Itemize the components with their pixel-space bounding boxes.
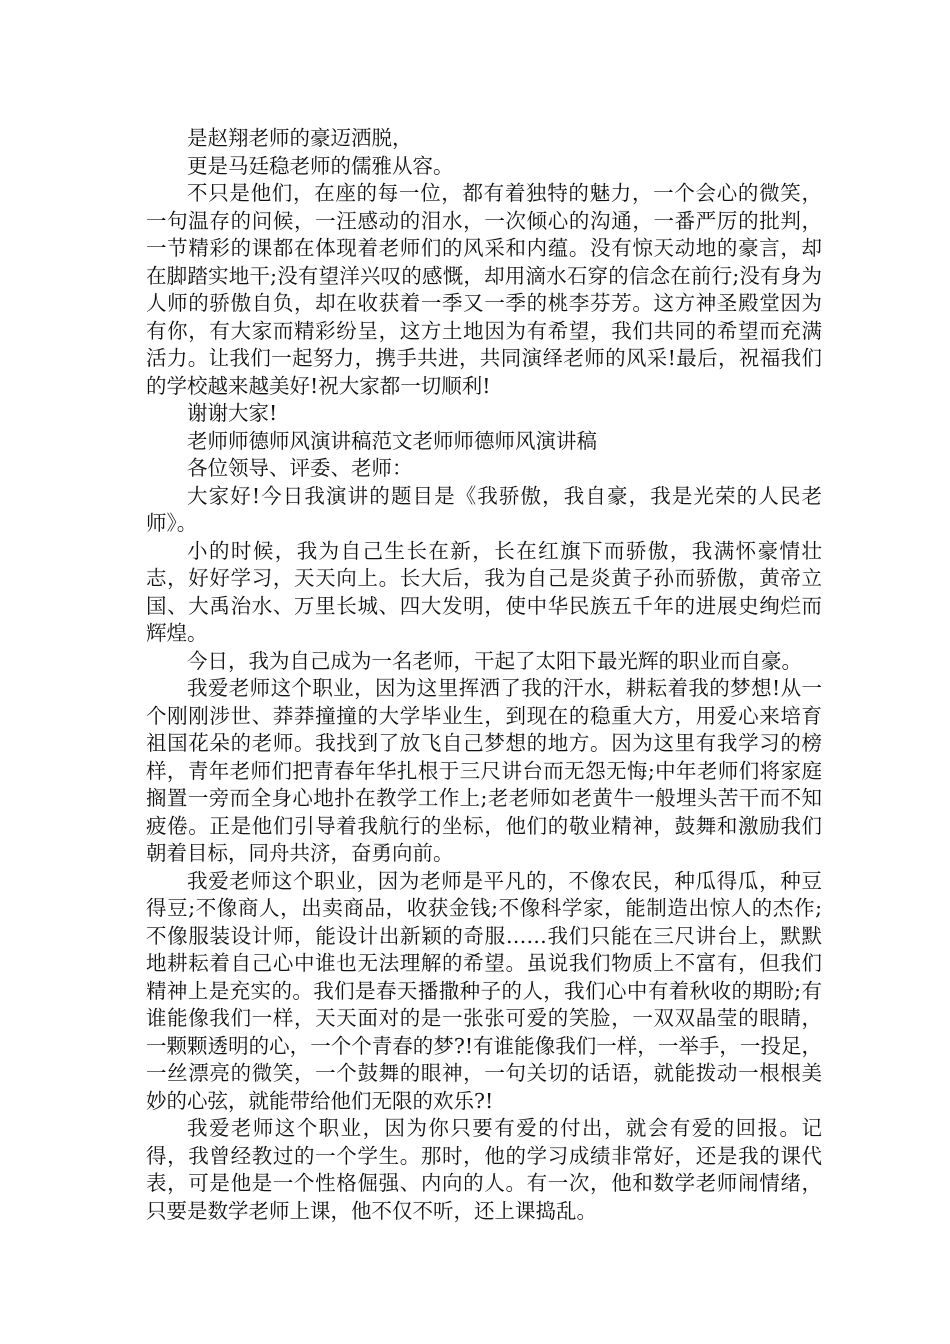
paragraph-salutation: 各位领导、评委、老师： (187, 456, 413, 480)
paragraph: 谢谢大家! (187, 401, 278, 425)
paragraph: 更是马廷稳老师的儒雅从容。 (187, 153, 454, 178)
paragraph: 我爱老师这个职业，因为这里挥洒了我的汗水，耕耘着我的梦想!从一个刚刚涉世、莽莽撞撞的大学毕业生，到现在的稳重大方，用爱心来培育祖国花朵的老师。我找到了放飞自己梦想的地方。因为这里有我学习的榜样，青年老师们把青春年华扎根于三尺讲台而无怨无悔;中年老师们将家庭搁置一旁而全身心地扑在教学工作上;老老师如老黄牛一般埋头苦干而不知疲倦。正是他们引导着我航行的坐标，他们的敬业精神，鼓舞和激励我们朝着目标，同舟共济，奋勇向前。 (146, 676, 822, 865)
paragraph: 我爱老师这个职业，因为你只要有爱的付出，就会有爱的回报。记得，我曾经教过的一个学生。那时，他的学习成绩非常好，还是我的课代表，可是他是一个性格倔强、内向的人。有一次，他和数学老师闹情绪，只要是数学老师上课，他不仅不听，还上课捣乱。 (146, 1116, 822, 1223)
paragraph: 不只是他们，在座的每一位，都有着独特的魅力，一个会心的微笑，一句温存的问候，一汪感动的泪水，一次倾心的沟通，一番严厉的批判，一节精彩的课都在体现着老师们的风采和内蕴。没有惊天动地的豪言，却在脚踏实地干;没有望洋兴叹的感慨，却用滴水石穿的信念在前行;没有身为人师的骄傲自负，却在收获着一季又一季的桃李芬芳。这方神圣殿堂因为有你，有大家而精彩纷呈，这方土地因为有希望，我们共同的希望而充满活力。让我们一起努力，携手共进，共同演绎老师的风采!最后，祝福我们的学校越来越美好!祝大家都一切顺利! (146, 181, 822, 398)
paragraph: 今日，我为自己成为一名老师，干起了太阳下最光辉的职业而自豪。 (187, 648, 802, 673)
paragraph: 小的时候，我为自己生长在新，长在红旗下而骄傲，我满怀豪情壮志，好好学习，天天向上。长大后，我为自己是炎黄子孙而骄傲，黄帝立国、大禹治水、万里长城、四大发明，使中华民族五千年的进展史绚烂而辉煌。 (146, 538, 822, 645)
paragraph-heading: 老师师德师风演讲稿范文老师师德师风演讲稿 (187, 428, 597, 453)
document-page (146, 125, 822, 1225)
paragraph: 我爱老师这个职业，因为老师是平凡的，不像农民，种瓜得瓜，种豆得豆;不像商人，出卖商品，收获金钱;不像科学家，能制造出惊人的杰作;不像服装设计师，能设计出新颖的奇服……我们只能在三尺讲台上，默默地耕耘着自己心中谁也无法理解的希望。虽说我们物质上不富有，但我们精神上是充实的。我们是春天播撒种子的人，我们心中有着秋收的期盼;有谁能像我们一样，天天面对的是一张张可爱的笑脸，一双双晶莹的眼睛，一颗颗透明的心，一个个青春的梦?!有谁能像我们一样，一举手，一投足，一丝漂亮的微笑，一个鼓舞的眼神，一句关切的话语，就能拨动一根根美妙的心弦，就能带给他们无限的欢乐?! (146, 868, 822, 1113)
paragraph: 是赵翔老师的豪迈洒脱， (187, 126, 413, 150)
paragraph: 大家好!今日我演讲的题目是《我骄傲，我自豪，我是光荣的人民老师》。 (146, 483, 822, 535)
